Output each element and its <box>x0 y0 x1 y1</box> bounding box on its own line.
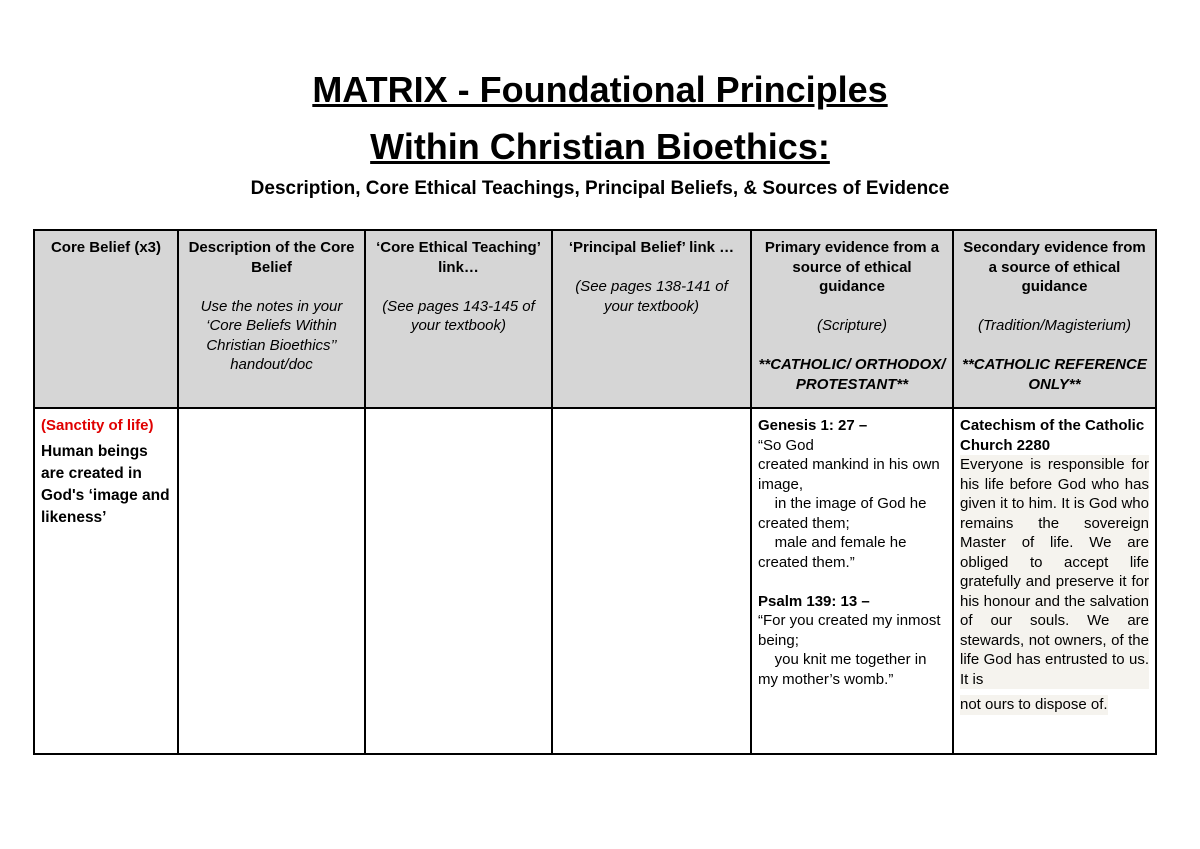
catechism-ref: Catechism of the Catholic Church 2280 <box>960 417 1145 454</box>
header-core-belief <box>34 230 178 408</box>
catechism-text: Everyone is responsible for his life before God who has given it to him. It is God who remains the sovereign Master of life. We are obliged to accept life gratefully and preserve it for his honour and the salvation of our souls. We are stewards, not owners, of the life God has entrusted to us. It is <box>960 456 1149 688</box>
header-core-ethical-teaching <box>365 230 552 408</box>
scripture-ref-genesis: Genesis 1: 27 – <box>758 417 868 434</box>
header-principal-belief-title: ‘Principal Belief’ link … <box>568 239 735 256</box>
core-belief-text: Human beings are created in God's ‘image and likeness’ <box>41 442 170 526</box>
header-secondary-evidence-note: **CATHOLIC REFERENCE ONLY** <box>962 356 1147 393</box>
header-description <box>178 230 365 408</box>
header-description-title: Description of the Core Belief <box>188 239 355 276</box>
header-principal-belief-pages: (See pages 138-141 of your textbook) <box>575 278 728 315</box>
document-subtitle: Description, Core Ethical Teachings, Principal Beliefs, & Sources of Evidence <box>250 178 950 199</box>
document-title-line-2: Within Christian Bioethics: <box>370 126 830 167</box>
header-core-belief-title: Core Belief (x3) <box>50 239 162 256</box>
scripture-text-psalm: “For you created my inmost being; you knit me together in my mother’s womb.” <box>758 612 941 688</box>
table-row <box>34 408 1156 754</box>
cell-secondary-evidence[interactable] <box>953 408 1156 754</box>
header-row <box>34 230 1156 408</box>
header-primary-evidence <box>751 230 953 408</box>
cell-principal-belief[interactable] <box>552 408 751 754</box>
core-belief-label: (Sanctity of life) <box>41 417 154 434</box>
header-primary-evidence-note: **CATHOLIC/ ORTHODOX/ PROTESTANT** <box>758 356 946 393</box>
header-primary-evidence-source: (Scripture) <box>816 317 887 334</box>
header-core-ethical-teaching-pages: (See pages 143-145 of your textbook) <box>382 297 535 334</box>
header-core-ethical-teaching-title: ‘Core Ethical Teaching’ link… <box>376 239 541 276</box>
catechism-text-end: not ours to dispose of. <box>960 696 1108 713</box>
header-secondary-evidence-source: (Tradition/Magisterium) <box>977 317 1132 334</box>
header-secondary-evidence-title: Secondary evidence from a source of ethical guidance <box>963 239 1146 295</box>
cell-core-belief[interactable] <box>34 408 178 754</box>
matrix-table <box>33 229 1157 755</box>
cell-description[interactable] <box>178 408 365 754</box>
header-secondary-evidence <box>953 230 1156 408</box>
scripture-text-genesis: “So God created mankind in his own image, in the image of God he created them; male and female he created them.” <box>758 436 940 571</box>
header-description-instruction: Use the notes in your ‘Core Beliefs Within Christian Bioethics’’ handout/doc <box>200 297 343 373</box>
header-principal-belief <box>552 230 751 408</box>
scripture-ref-psalm: Psalm 139: 13 – <box>758 592 870 610</box>
cell-primary-evidence[interactable] <box>751 408 953 754</box>
document-title-line-1: MATRIX - Foundational Principles <box>312 69 888 110</box>
cell-core-ethical-teaching[interactable] <box>365 408 552 754</box>
header-primary-evidence-title: Primary evidence from a source of ethical guidance <box>764 239 940 295</box>
